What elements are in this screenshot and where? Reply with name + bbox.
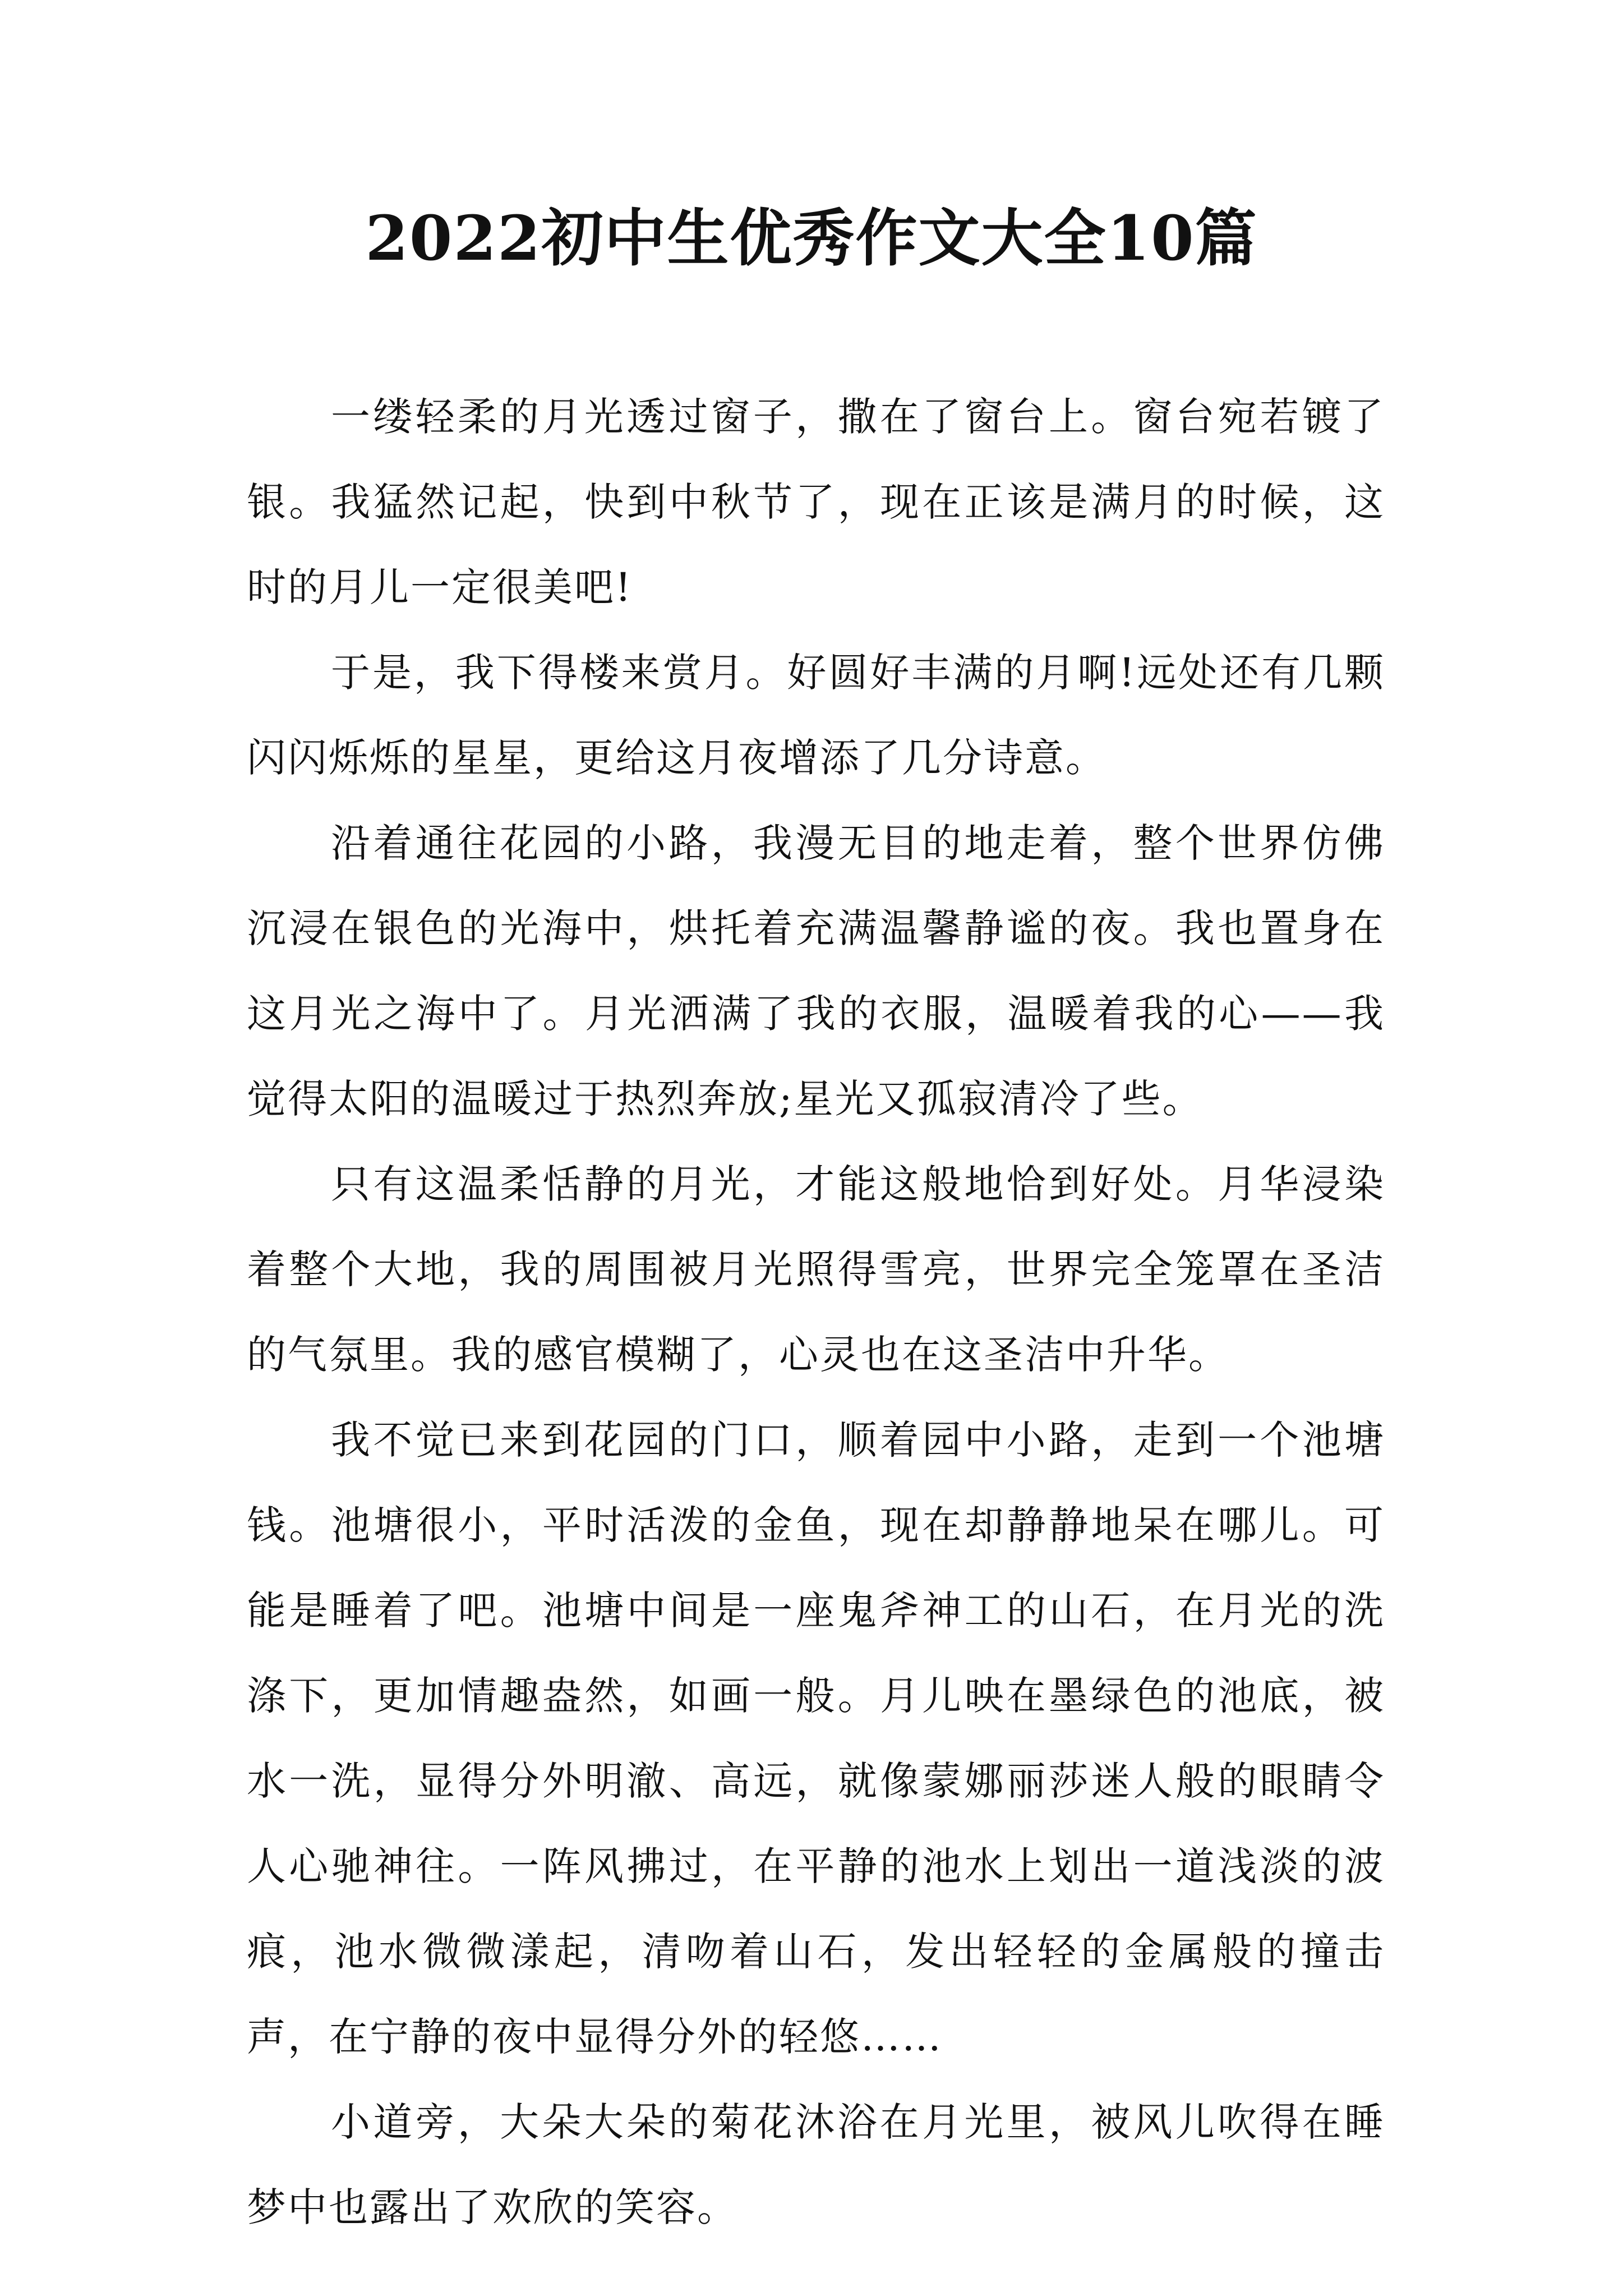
paragraph: 于是，我下得楼来赏月。好圆好丰满的月啊!远处还有几颗闪闪烁烁的星星，更给这月夜增添了几分诗意。 <box>247 650 1385 781</box>
paragraph: 只有这温柔恬静的月光，才能这般地恰到好处。月华浸染着整个大地，我的周围被月光照得雪亮，世界完全笼罩在圣洁的气氛里。我的感官模糊了，心灵也在这圣洁中升华。 <box>247 1161 1385 1378</box>
paragraph: 沿着通往花园的小路，我漫无目的地走着，整个世界仿佛沉浸在银色的光海中，烘托着充满温馨静谧的夜。我也置身在这月光之海中了。月光洒满了我的衣服，温暖着我的心——我觉得太阳的温暖过于热烈奔放;星光又孤寂清冷了些。 <box>247 820 1385 1122</box>
paragraph: 我不觉已来到花园的门口，顺着园中小路，走到一个池塘钱。池塘很小，平时活泼的金鱼，现在却静静地呆在哪儿。可能是睡着了吧。池塘中间是一座鬼斧神工的山石，在月光的洗涤下，更加情趣盎然，如画一般。月儿映在墨绿色的池底，被水一洗，显得分外明澈、高远，就像蒙娜丽莎迷人般的眼睛令人心驰神往。一阵风拂过，在平静的池水上划出一道浅淡的波痕，池水微微漾起，清吻着山石，发出轻轻的金属般的撞击声，在宁静的夜中显得分外的轻悠…… <box>247 1417 1385 2060</box>
paragraph: 小道旁，大朵大朵的菊花沐浴在月光里，被风儿吹得在睡梦中也露出了欢欣的笑容。 <box>247 2099 1385 2230</box>
document-body <box>247 374 1385 2250</box>
paragraph: 一缕轻柔的月光透过窗子，撒在了窗台上。窗台宛若镀了银。我猛然记起，快到中秋节了，现在正该是满月的时候，这时的月儿一定很美吧! <box>247 394 1385 610</box>
document-title: 2022初中生优秀作文大全10篇 <box>365 202 1258 274</box>
